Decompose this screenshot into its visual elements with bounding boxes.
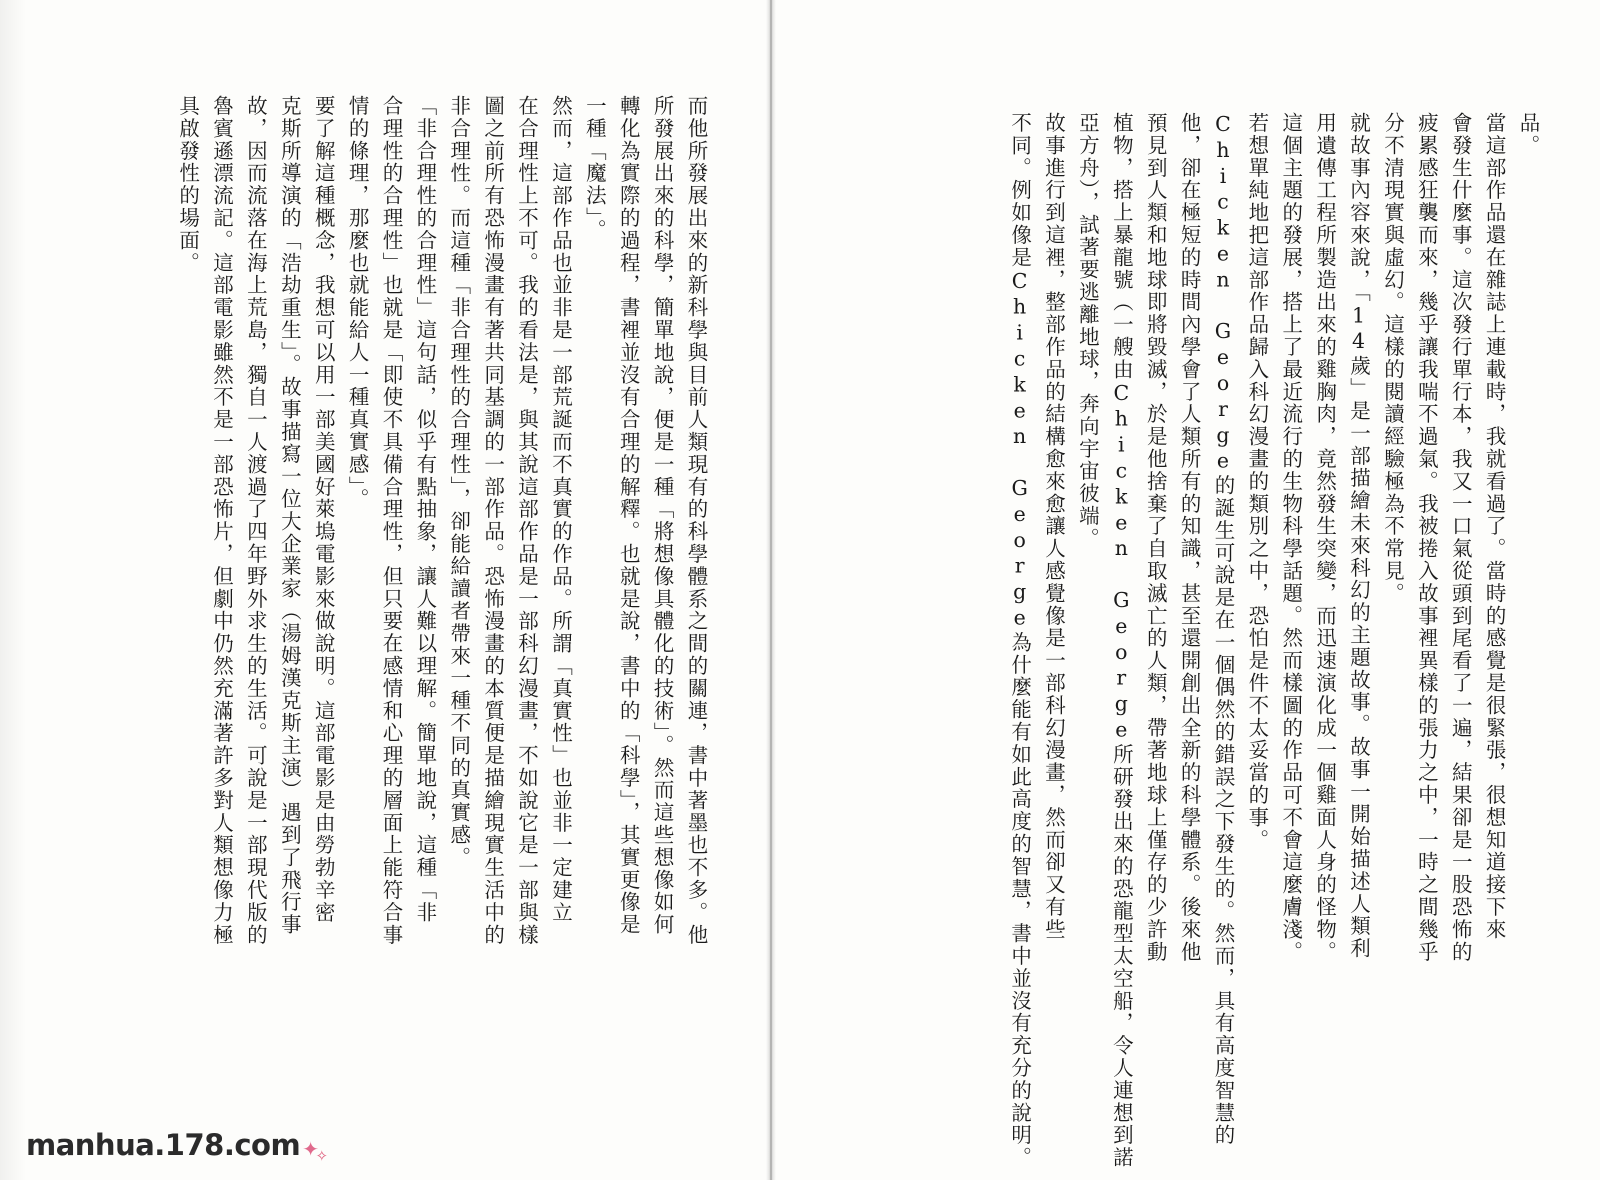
watermark-text: manhua.178.com: [26, 1128, 301, 1162]
text-column: 這個主題的發展，搭上了最近流行的生物科學話題。然而樣圖的作品可不會這麼膚淺。: [1278, 112, 1303, 964]
text-column: 故事進行到這裡，整部作品的結構愈來愈讓人感覺像是一部科幻漫畫，然而卻又有些: [1041, 112, 1066, 941]
text-column: 一種「魔法」。: [582, 95, 607, 242]
book-gutter: [766, 0, 776, 1180]
text-column: 具啟發性的場面。: [175, 95, 200, 275]
text-column: 品。: [1516, 112, 1540, 157]
text-column: 圖之前所有恐怖漫畫有著共同基調的一部作品。恐怖漫畫的本質便是描繪現實生活中的: [480, 95, 505, 947]
text-column: 他，卻在極短的時間內學會了人類所有的知識，甚至還開創出全新的科學體系。後來他: [1177, 112, 1202, 964]
right-page-text-block: [996, 112, 1540, 1169]
text-column: 用遺傳工程所製造出來的雞胸肉，竟然發生突變，而迅速演化成一個雞面人身的怪物。: [1312, 112, 1337, 964]
text-column: 情的條理，那麼也就能給人一種真實感」。: [345, 95, 370, 511]
text-column: 就故事內容來說，「14歲」是一部描繪未來科幻的主題故事。故事一開始描述人類利: [1346, 112, 1371, 960]
text-column: 故，因而流落在海上荒島，獨自一人渡過了四年野外求生的生活。可說是一部現代版的: [243, 95, 268, 947]
text-column: 不同。例如像是Chicken George為什麼能有如此高度的智慧，書中並沒有充分的說明。: [1007, 112, 1032, 1169]
text-column: 分不清現實與虛幻。這樣的閱讀經驗極為不常見。: [1380, 112, 1405, 605]
right-page: [780, 0, 1600, 1180]
text-column: 而他所發展出來的新科學與目前人類現有的科學體系之間的關連，書中著墨也不多。他: [684, 95, 708, 947]
left-page: [0, 0, 766, 1180]
text-column: 魯賓遜漂流記。這部電影雖然不是一部恐怖片，但劇中仍然充滿著許多對人類想像力極: [209, 95, 234, 947]
text-column: 合理性的合理性」也就是「即使不具備合理性，但只要在感情和心理的層面上能符合事: [378, 95, 403, 947]
text-column: 在合理性上不可。我的看法是，與其說這部作品是一部科幻漫畫，不如說它是一部與樣: [514, 95, 539, 947]
sparkle-small-icon: ✧: [315, 1147, 328, 1165]
text-column: 疲累感狂襲而來，幾乎讓我喘不過氣。我被捲入故事裡異樣的張力之中，一時之間幾乎: [1414, 112, 1439, 964]
sparkle-icon: ✦: [302, 1137, 319, 1161]
text-column: 若想單純地把這部作品歸入科幻漫畫的類別之中，恐怕是件不太妥當的事。: [1244, 112, 1269, 852]
text-column: 所發展出來的科學，簡單地說，便是一種「將想像具體化的技術」。然而這些想像如何: [650, 95, 675, 936]
left-page-text-block: [164, 95, 706, 1050]
text-column: Chicken George的誕生可說是在一個偶然的錯誤之下發生的。然而，具有高度智慧的: [1210, 112, 1235, 1147]
text-column: 轉化為實際的過程，書裡並沒有合理的解釋。也就是說，書中的「科學」，其實更像是: [616, 95, 641, 936]
text-column: 植物，搭上暴龍號（一艘由Chicken George所研發出來的恐龍型太空船，令人連想到諾: [1109, 112, 1134, 1169]
text-column: 克斯所導演的「浩劫重生」。故事描寫一位大企業家（湯姆漢克斯主演）遇到了飛行事: [277, 95, 302, 936]
text-column: 非合理性。而這種「非合理性的合理性」，卻能給讀者帶來一種不同的真實感。: [446, 95, 471, 869]
text-column: 然而，這部作品也並非是一部荒誕而不真實的作品。所謂「真實性」也並非一定建立: [548, 95, 573, 924]
text-column: 「非合理性的合理性」這句話，似乎有點抽象，讓人難以理解。簡單地說，這種「非: [412, 95, 437, 924]
text-column: 要了解這種概念，我想可以用一部美國好萊塢電影來做說明。這部電影是由勞勃辛密: [311, 95, 336, 924]
text-column: 預見到人類和地球即將毀滅，於是他捨棄了自取滅亡的人類，帶著地球上僅存的少許動: [1143, 112, 1168, 964]
text-column: 會發生什麼事。這次發行單行本，我又一口氣從頭到尾看了一遍，結果卻是一股恐怖的: [1448, 112, 1473, 964]
text-column: 當這部作品還在雜誌上連載時，我就看過了。當時的感覺是很緊張，很想知道接下來: [1482, 112, 1507, 941]
text-column: 亞方舟），試著要逃離地球，奔向宇宙彼端。: [1075, 112, 1100, 550]
site-watermark: [26, 1128, 328, 1165]
